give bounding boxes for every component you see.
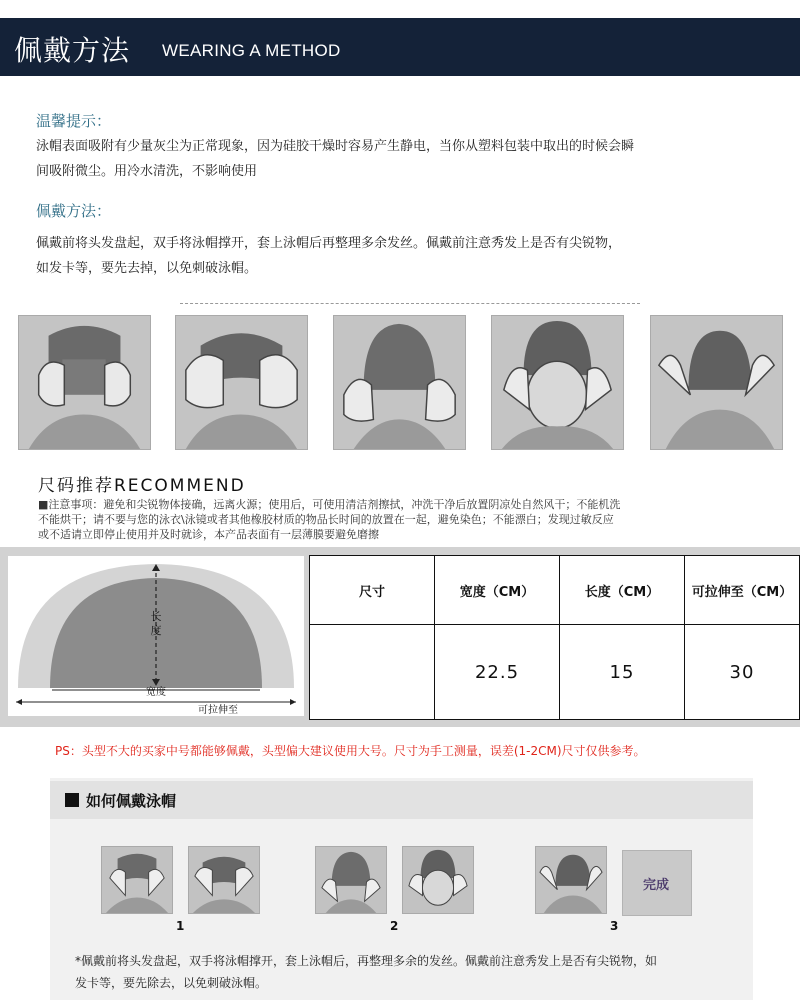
- howto-thumb-2a: [315, 846, 387, 914]
- width-label: 宽度: [146, 687, 166, 698]
- square-bullet-icon: [65, 793, 79, 807]
- ps-note: PS：头型不大的买家中号都能够佩戴，头型偏大建议使用大号。尺寸为手工测量，误差(1-2CM)尺寸仅供参考。: [55, 744, 646, 758]
- header-length: 长度（CM）: [560, 556, 685, 625]
- cap-size-diagram: [8, 556, 304, 716]
- step-photo-2: [175, 315, 308, 450]
- tips-line-1: 泳帽表面吸附有少量灰尘为正常现象，因为硅胶干燥时容易产生静电，当你从塑料包装中取出的时候会瞬: [36, 139, 635, 154]
- step-photo-5: [650, 315, 783, 450]
- header-size: 尺寸: [310, 556, 435, 625]
- tips-line-2: 间吸附微尘。用冷水清洗，不影响使用: [36, 164, 258, 179]
- cell-length: 15: [560, 625, 685, 720]
- howto-thumb-2b: [402, 846, 474, 914]
- header-title-en: WEARING A METHOD: [162, 41, 341, 60]
- step-number-3: 3: [610, 919, 619, 933]
- howto-thumb-1b: [188, 846, 260, 914]
- size-table-row: [310, 625, 800, 720]
- recommend-title: 尺码推荐RECOMMEND: [38, 476, 246, 496]
- tips-heading: 温馨提示：: [36, 112, 112, 130]
- header-title-cn: 佩戴方法: [14, 34, 131, 67]
- care-notes-line-1: ■注意事项：避免和尖锐物体接确，远离火源；使用后，可使用清洁剂擦拭，冲洗干净后放置阴凉处自然风干；不能机洗: [38, 498, 621, 511]
- header-stretch: 可拉伸至（CM）: [685, 556, 800, 625]
- howto-desc-line-1: *佩戴前将头发盘起，双手将泳帽撑开，套上泳帽后，再整理多余的发丝。佩戴前注意秀发上是否有尖锐物，如: [75, 954, 658, 968]
- size-table: [309, 555, 800, 720]
- method-heading: 佩戴方法：: [36, 202, 112, 220]
- done-label: 完成: [643, 878, 670, 893]
- method-line-2: 如发卡等，要先去掉，以免刺破泳帽。: [36, 261, 258, 276]
- header-width: 宽度（CM）: [435, 556, 560, 625]
- howto-description: [75, 950, 735, 994]
- stretch-label: 可拉伸至: [198, 705, 238, 716]
- howto-desc-line-2: 发卡等，要先除去，以免刺破泳帽。: [75, 976, 268, 990]
- howto-title: 如何佩戴泳帽: [86, 792, 177, 810]
- dashed-divider: [180, 303, 640, 304]
- cell-width: 22.5: [435, 625, 560, 720]
- step-photo-3: [333, 315, 466, 450]
- length-label-1: 长: [150, 610, 162, 623]
- care-notes-line-2: 不能烘干；请不要与您的泳衣\泳镜或者其他橡胶材质的物品长时间的放置在一起，避免染色；不能漂白；发现过敏反应: [38, 513, 614, 526]
- step-number-2: 2: [390, 919, 399, 933]
- step-photo-1: [18, 315, 151, 450]
- care-notes: [38, 497, 778, 542]
- step-photo-4: [491, 315, 624, 450]
- size-table-header-row: [310, 556, 800, 625]
- howto-thumb-1a: [101, 846, 173, 914]
- cell-stretch: 30: [685, 625, 800, 720]
- length-label-2: 度: [150, 624, 162, 637]
- step-number-1: 1: [176, 919, 185, 933]
- care-notes-line-3: 或不适请立即停止使用并及时就诊，本产品表面有一层薄膜要避免磨擦: [38, 528, 379, 541]
- cell-size: [310, 625, 435, 720]
- method-line-1: 佩戴前将头发盘起，双手将泳帽撑开，套上泳帽后再整理多余发丝。佩戴前注意秀发上是否有尖锐物，: [36, 236, 622, 251]
- howto-thumb-3: [535, 846, 607, 914]
